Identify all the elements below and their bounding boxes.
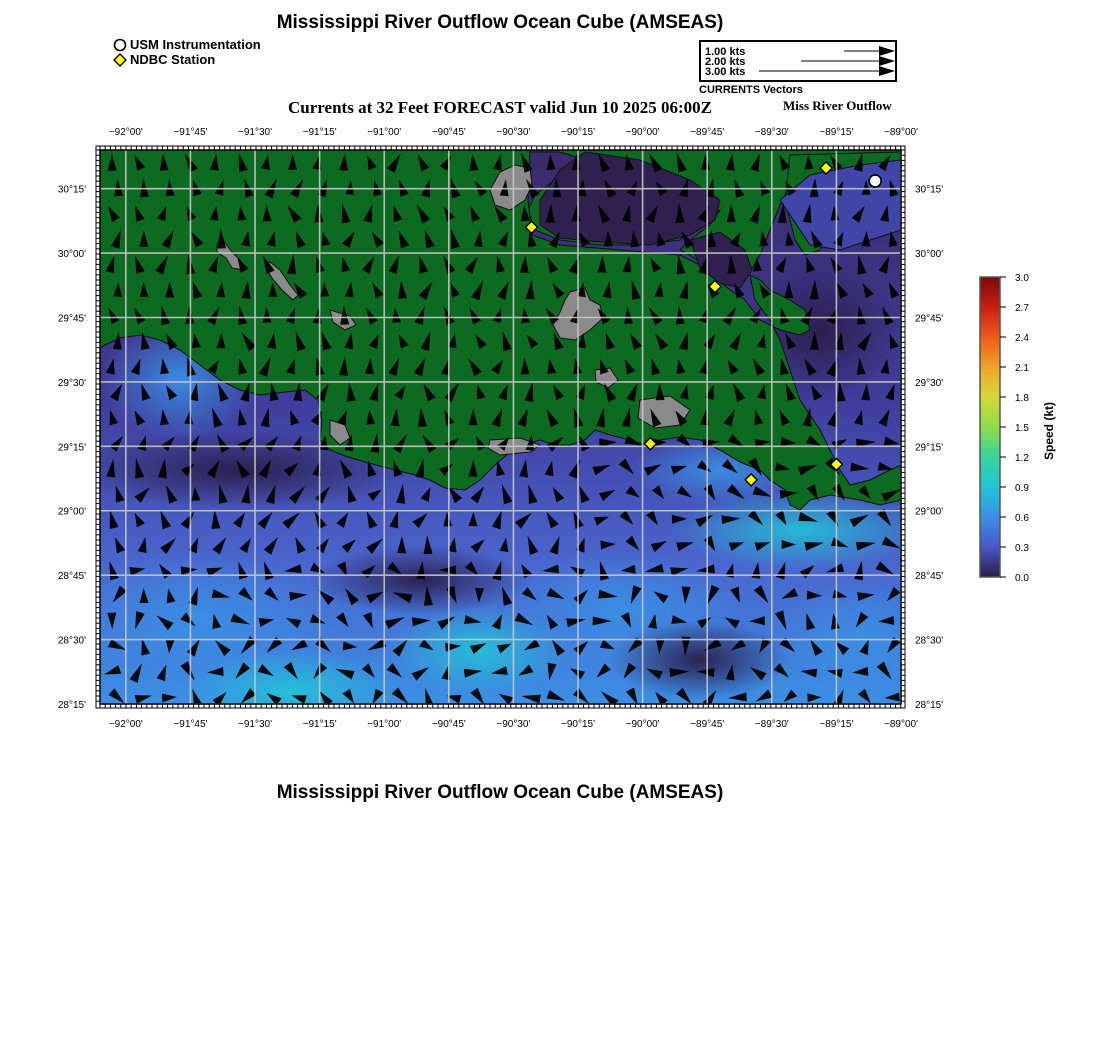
lon-tick-label: −91°15' [302, 719, 337, 730]
colorbar-ticks [1000, 273, 1029, 584]
lat-tick-label: 30°00' [57, 249, 86, 261]
lat-tick-label: 28°45' [57, 571, 86, 583]
map-subtitle: Currents at 32 Feet FORECAST valid Jun 10 2025 06:00Z [288, 98, 712, 117]
colorbar-tick-label: 2.4 [1015, 333, 1029, 344]
lat-tick-label: 29°15' [915, 442, 944, 454]
legend-ndbc-label: NDBC Station [130, 52, 216, 67]
lat-labels-right [915, 185, 943, 711]
lon-tick-label: −90°15' [561, 127, 596, 138]
lon-tick-label: −90°00' [625, 719, 660, 730]
colorbar-tick-label: 0.3 [1015, 543, 1029, 554]
map-title-bottom: Mississippi River Outflow Ocean Cube (AMSEAS) [276, 782, 724, 803]
vector-key-row-2: 2.00 kts [705, 56, 746, 68]
lon-tick-label: −90°15' [561, 719, 596, 730]
colorbar-tick-label: 0.0 [1015, 573, 1029, 584]
colorbar-tick-label: 3.0 [1015, 273, 1029, 284]
lon-tick-label: −90°30' [496, 719, 531, 730]
colorbar [980, 277, 1000, 577]
colorbar-label: Speed (kt) [1042, 401, 1056, 460]
colorbar-tick-label: 1.5 [1015, 423, 1029, 434]
vector-key-caption: CURRENTS Vectors [699, 84, 803, 96]
lon-tick-label: −89°30' [754, 719, 789, 730]
colorbar-tick-label: 2.7 [1015, 303, 1029, 314]
lon-tick-label: −90°00' [625, 127, 660, 138]
colorbar-tick-label: 0.6 [1015, 513, 1029, 524]
lon-tick-label: −89°45' [690, 719, 725, 730]
lon-tick-label: −91°30' [238, 127, 273, 138]
lon-tick-label: −91°00' [367, 719, 402, 730]
lon-tick-label: −91°45' [173, 719, 208, 730]
lon-tick-label: −89°45' [690, 127, 725, 138]
lat-tick-label: 29°00' [915, 506, 944, 518]
lat-tick-label: 28°45' [915, 571, 944, 583]
lat-tick-label: 29°30' [57, 377, 86, 389]
colorbar-tick-label: 2.1 [1015, 363, 1029, 374]
lon-tick-label: −90°30' [496, 127, 531, 138]
usm-station-marker [869, 175, 881, 187]
map-title: Mississippi River Outflow Ocean Cube (AMSEAS) [276, 12, 724, 33]
lat-tick-label: 28°30' [57, 635, 86, 647]
lon-tick-label: −89°00' [884, 719, 918, 730]
lon-tick-label: −92°00' [108, 719, 143, 730]
lat-tick-label: 30°15' [57, 184, 86, 196]
legend-usm-label: USM Instrumentation [130, 37, 261, 52]
lon-labels-top [109, 127, 918, 138]
lat-tick-label: 29°00' [57, 506, 86, 518]
lat-tick-label: 28°15' [57, 700, 86, 711]
region-label: Miss River Outflow [783, 98, 892, 113]
lon-tick-label: −90°45' [431, 127, 466, 138]
lon-tick-label: −89°00' [884, 127, 918, 138]
vector-key-row-3: 3.00 kts [705, 66, 746, 78]
lat-labels-left [58, 185, 86, 711]
vector-key-row-1: 1.00 kts [705, 46, 746, 58]
lat-tick-label: 29°15' [57, 442, 86, 454]
lat-tick-label: 28°30' [915, 635, 944, 647]
lon-tick-label: −89°15' [819, 127, 854, 138]
map-plot-area [57, 150, 940, 730]
lon-tick-label: −91°00' [367, 127, 402, 138]
lat-tick-label: 29°30' [915, 377, 944, 389]
lon-tick-label: −91°15' [302, 127, 337, 138]
lon-tick-label: −91°45' [173, 127, 208, 138]
lon-tick-label: −89°15' [819, 719, 854, 730]
lat-tick-label: 30°15' [915, 184, 944, 196]
lat-tick-label: 29°45' [57, 313, 86, 325]
lat-tick-label: 29°45' [915, 313, 944, 325]
colorbar-tick-label: 0.9 [1015, 483, 1029, 494]
lon-tick-label: −90°45' [431, 719, 466, 730]
colorbar-tick-label: 1.8 [1015, 393, 1029, 404]
lat-tick-label: 28°15' [915, 700, 944, 711]
lon-tick-label: −92°00' [108, 127, 143, 138]
lon-tick-label: −91°30' [238, 719, 273, 730]
colorbar-tick-label: 1.2 [1015, 453, 1029, 464]
lat-tick-label: 30°00' [915, 249, 944, 261]
lon-tick-label: −89°30' [754, 127, 789, 138]
lon-labels-bottom [109, 719, 918, 730]
